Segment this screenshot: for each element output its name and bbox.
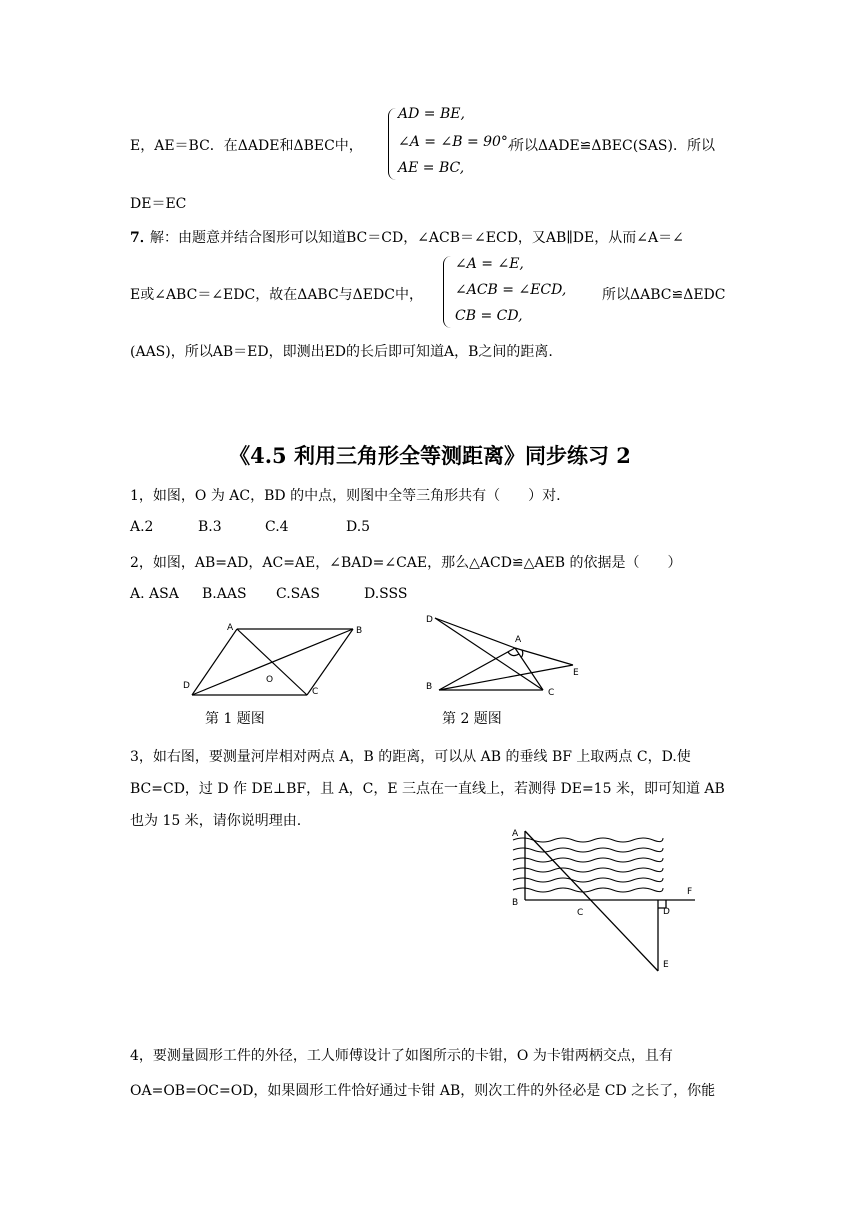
figure-1-parallelogram <box>180 618 370 702</box>
answer-7-line3: (AAS)，所以AB＝ED，即测出ED的长后即可知道A，B之间的距离. <box>130 344 553 360</box>
label-e: E <box>573 668 579 678</box>
question-1-option-b: B.3 <box>198 519 222 535</box>
label-a: A <box>515 635 522 645</box>
equation-line: ∠ACB = ∠ECD, <box>455 282 567 298</box>
equation-line: ∠A = ∠B = 90°, <box>398 134 513 150</box>
question-2-option-d: D.SSS <box>364 586 408 602</box>
answer-6-line1-right: 所以ΔADE≌ΔBEC(SAS)．所以 <box>510 138 715 154</box>
label-e: E <box>663 960 669 970</box>
equation-line: AE = BC, <box>398 160 465 176</box>
label-b: B <box>426 682 433 692</box>
equation-line: ∠A = ∠E, <box>455 256 524 272</box>
equation-system-brace-2 <box>443 256 452 328</box>
label-a: A <box>512 829 519 839</box>
question-2-option-a: A. ASA <box>130 586 179 602</box>
label-c: C <box>577 908 584 918</box>
figure-1-caption: 第 1 题图 <box>205 711 265 727</box>
question-1-option-c: C.4 <box>265 519 289 535</box>
question-2-text: 2，如图，AB=AD，AC=AE，∠BAD=∠CAE，那么△ACD≌△AEB 的依据是（ ） <box>130 555 682 571</box>
answer-7-line2-left: E或∠ABC＝∠EDC，故在ΔABC与ΔEDC中， <box>130 287 423 303</box>
figure-3-river <box>505 826 700 976</box>
question-4-line2: OA=OB=OC=OD，如果圆形工件恰好通过卡钳 AB，则次工件的外径必是 CD 之长了，你能 <box>130 1083 716 1099</box>
figure-2-triangles <box>420 608 590 706</box>
label-b: B <box>356 626 363 636</box>
label-c: C <box>548 688 555 698</box>
river-waves <box>513 838 663 892</box>
label-a: A <box>227 623 234 633</box>
question-3-line2: BC=CD，过 D 作 DE⊥BF，且 A，C，E 三点在一直线上，若测得 DE=15 米，即可知道 AB <box>130 781 725 797</box>
label-d: D <box>426 615 433 625</box>
answer-7-number: 7． <box>130 230 154 246</box>
section-title: 《4.5 利用三角形全等测距离》同步练习 2 <box>229 443 631 468</box>
question-1-text: 1，如图，O 为 AC，BD 的中点，则图中全等三角形共有（ ）对. <box>130 488 561 504</box>
question-3-line1: 3，如右图，要测量河岸相对两点 A，B 的距离，可以从 AB 的垂线 BF 上取两点 C，D.使 <box>130 749 691 765</box>
label-b: B <box>512 898 519 908</box>
label-d: D <box>183 681 190 691</box>
equation-line: AD = BE, <box>398 106 465 122</box>
label-c: C <box>312 687 319 697</box>
answer-6-line1-left: E，AE＝BC．在ΔADE和ΔBEC中， <box>130 138 363 154</box>
figure-2-caption: 第 2 题图 <box>442 711 502 727</box>
label-f: F <box>687 887 693 897</box>
equation-system-brace-1 <box>388 108 397 180</box>
equation-line: CB = CD, <box>455 308 523 324</box>
answer-7-line2-right: 所以ΔABC≌ΔEDC <box>602 287 726 303</box>
question-1-option-a: A.2 <box>130 519 154 535</box>
question-2-option-b: B.AAS <box>202 586 247 602</box>
label-d: D <box>663 907 670 917</box>
question-4-line1: 4，要测量圆形工件的外径，工人师傅设计了如图所示的卡钳，O 为卡钳两柄交点，且有 <box>130 1048 673 1064</box>
question-2-option-c: C.SAS <box>276 586 320 602</box>
question-3-line3: 也为 15 米，请你说明理由. <box>130 813 302 829</box>
question-1-option-d: D.5 <box>346 519 371 535</box>
answer-7-line1: 解：由题意并结合图形可以知道BC＝CD，∠ACB＝∠ECD，又AB∥DE，从而∠A＝∠ <box>150 230 684 246</box>
label-o: O <box>266 675 274 685</box>
answer-6-line2: DE＝EC <box>130 196 187 212</box>
